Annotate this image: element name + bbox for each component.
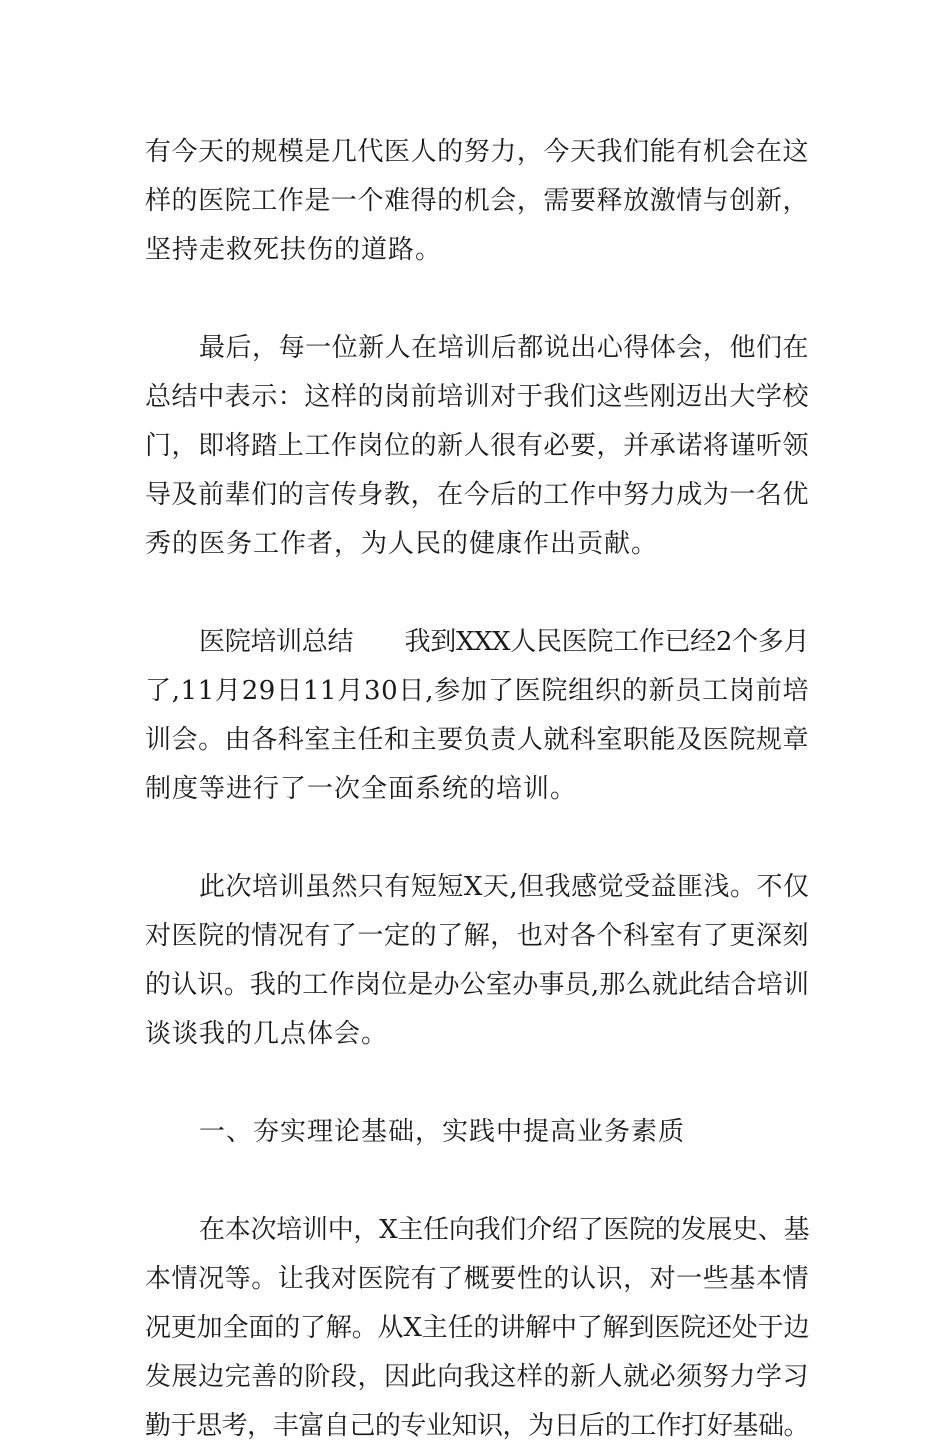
text-line: 医院培训总结 我到XXX人民医院工作已经2个多月 [199, 627, 809, 657]
text-line: 在本次培训中，X主任向我们介绍了医院的发展史、基 [199, 1215, 809, 1245]
paragraph [145, 1206, 809, 1451]
text-line: 谈谈我的几点体会。 [145, 1019, 389, 1049]
text-line: 制度等进行了一次全面系统的培训。 [145, 774, 578, 804]
paragraph [145, 618, 809, 814]
text-line: 最后，每一位新人在培训后都说出心得体会，他们在 [199, 333, 809, 363]
text-line: 秀的医务工作者，为人民的健康作出贡献。 [145, 529, 659, 559]
text-line: 坚持走救死扶伤的道路。 [145, 235, 443, 265]
text-line: 总结中表示：这样的岗前培训对于我们这些刚迈出大学校 [145, 382, 809, 412]
text-line: 发展边完善的阶段，因此向我这样的新人就必须努力学习 [145, 1362, 809, 1392]
text-line: 训会。由各科室主任和主要负责人就科室职能及医院规章 [145, 725, 809, 755]
paragraph [145, 128, 809, 275]
text-line: 对医院的情况有了一定的了解，也对各个科室有了更深刻 [145, 921, 809, 951]
paragraph [145, 863, 809, 1059]
text-line: 本情况等。让我对医院有了概要性的认识，对一些基本情 [145, 1264, 809, 1294]
text-line: 况更加全面的了解。从X主任的讲解中了解到医院还处于边 [145, 1313, 809, 1343]
text-line: 了,11月29日11月30日,参加了医院组织的新员工岗前培 [145, 676, 809, 706]
document-page [145, 128, 809, 1451]
text-line: 此次培训虽然只有短短X天,但我感觉受益匪浅。不仅 [199, 872, 809, 902]
text-line: 有今天的规模是几代医人的努力，今天我们能有机会在这 [145, 137, 809, 167]
text-line: 导及前辈们的言传身教，在今后的工作中努力成为一名优 [145, 480, 809, 510]
text-line: 样的医院工作是一个难得的机会，需要释放激情与创新， [145, 186, 809, 216]
paragraph [145, 324, 809, 569]
text-line: 门，即将踏上工作岗位的新人很有必要，并承诺将谨听领 [145, 431, 809, 461]
section-heading [145, 1108, 809, 1157]
text-line: 勤于思考，丰富自己的专业知识，为日后的工作打好基础。 [145, 1411, 809, 1441]
text-line: 的认识。我的工作岗位是办公室办事员,那么就此结合培训 [145, 970, 809, 1000]
text-line: 一、夯实理论基础，实践中提高业务素质 [199, 1117, 686, 1147]
